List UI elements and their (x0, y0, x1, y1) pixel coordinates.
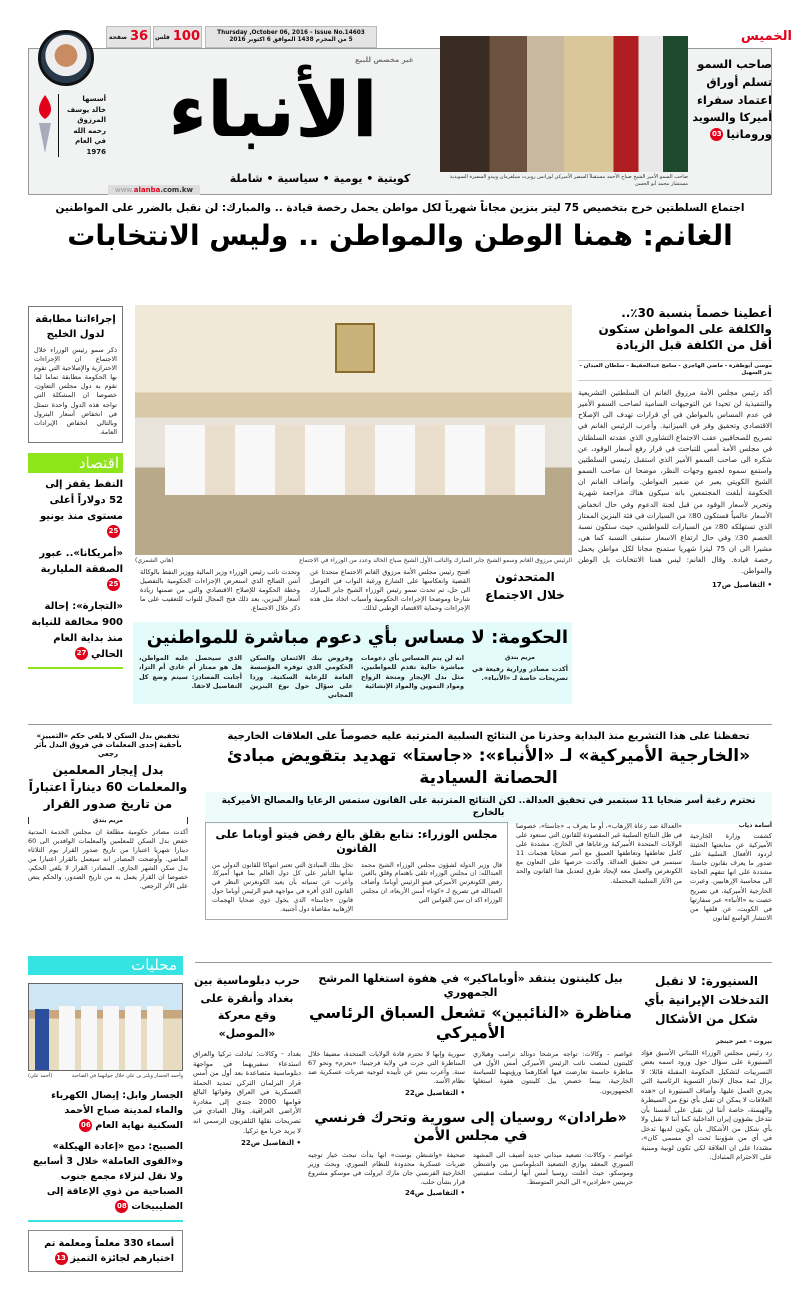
under-photo-col: وتحدث نائب رئيس الوزراء وزير المالية ووزير النفط بالوكالة أنس الصالح الذي استعرض الإجراءات الحكومية بالتفصيل وخطة الحكومة للإصلاح الاقتصادي والتي من ضمنها زيادة أسعار البنزين، بعد ذلك فتح المجال للنواب للتعقيب على ما ذكر خلال الاجتماع. (140, 568, 300, 613)
cabinet-headline: مجلس الوزراء: نتابع بقلق بالغ رفض فيتو أوباما على القانون (215, 828, 498, 856)
us-election-col: سورية وإنها لا تحترم قادة الولايات المتحدة، مضيفا خلال المناظرة التي جرت في ولاية فرجينيا: «بحزم» ونحو 67 سنة. وأعرب بنس عن تأييده لتوجيه ضربات عسكرية ضد نظام الأسد. • التفاصيل ص22 (308, 1050, 465, 1097)
cabinet-box (205, 822, 508, 920)
page-badge: 13 (55, 1252, 68, 1265)
allowance-headline: بدل إيجار المعلمين والمعلمات 60 ديناراً اعتباراً من تاريخ صدور القرار (28, 763, 188, 811)
jasta-heading (205, 730, 772, 824)
allowance-kicker: تخفيض بدل السكن لا يلغي حكم «التمييز» بأحقية إحدى المعلمات في فروق البدل بأثر رجعي (34, 732, 182, 759)
lead-subheadline: أعطينا خصماً بنسبة 30٪.. والكلفة على المواطن ستكون أقل من الكلفة قبل الزيادة (598, 306, 772, 353)
day-box (700, 26, 800, 48)
teachers-award-text: أسماء 330 معلماً ومعلمة تم اختيارهم لجائزة التميز (44, 1237, 174, 1264)
allowance-body: أكدت مصادر حكومية مطلعة ان مجلس الخدمة المدنية خفض بدل السكن للمعلمين والمعلمات الوافدين الى 60 دينارا شهريا اعتبارا من تاريخ صدور القرار يوم الثلاثاء الماضي. وأوضحت المصادر انه سيعمل بالقرار اعتبارا من بدل سكن الشهر الجاري. المصادر: القرار لا يلغي الحكم، خصوصا ان القرار يعمل به من تاريخ الصدور، والحكم ينص على الأثر الرجعي. (28, 827, 188, 891)
top-story-line: تسلم أوراق (706, 74, 772, 89)
photo-credit: (هاني الشمري) (135, 557, 174, 564)
us-election-headline: مناظرة «النائبين» تشعل السباق الرئاسي الأميركي (309, 1002, 632, 1043)
founder-line: أسسها (82, 95, 106, 103)
page-badge: 03 (710, 128, 723, 141)
page-badge: 25 (107, 525, 120, 538)
economy-label: اقتصاد (78, 453, 119, 472)
lead-body: أكد رئيس مجلس الأمة مرزوق الغانم ان السلطتين التشريعية والتنفيذية لن تحيدا عن التوجيهات السامية لصاحب السمو الأمير في عدم المساس بالمواطن في أي قرارات تهدف الى الإصلاح الاقتصادي وتحقيق وفر في الميزانية. وأعرب الرئيس الغانم في تصريح للصحافيين عقب الاجتماع التشاوري الذي عقدته السلطتان في مجلس الأمة أمس للتباحث في قرار رفع أسعار الوقود، عن شكره الى صاحب السمو الأمير الذي استقبل رئيسي السلطتين واستمع سموه لجميع وجهات النظر، موضحا ان صاحب السمو الشيخ الكويتي يعبر عن ضمير المواطن. وأضاف الغانم ان الحكومة أبلغت المجتمعين بانه سيكون هناك مراجعة شهرية وتحرير لأسعار الوقود من قبل لجنة الدعوم وفي حال انخفاض الأسعار عالمياً فستكون 80٪ من السيارات في فئة البنزين الممتاز الذي تستهلكه 80٪ من السيارات للمواطنين، حيث ستكون نسبة الخصم 30٪ وفي حال ارتفاع الاسعار ستبقى النسبة كما هي، مشيرا الى ان 75 ليترا شهريا ستمنح مجانا لكل مواطن يحمل رخصة قيادة. وقال الغانم: ليس همنا الانتخابات بل الوطن والمواطن. (578, 387, 772, 576)
section-divider (195, 962, 772, 963)
allowance-byline: مريم بندق (28, 817, 188, 824)
item-text: «التجارة»: إحالة 900 مخالفة للنيابة منذ بداية العام الحالي (31, 600, 123, 660)
url-prefix: www. (114, 186, 134, 194)
lead-story: أعطينا خصماً بنسبة 30٪.. والكلفة على المواطن ستكون أقل من الكلفة قبل الزيادة موسى أبوطفرة - ماضي الهاجري - سامح عبدالحفيظ - سلطان العبدان - بدر السهيل أكد رئيس مجلس الأمة مرزوق الغانم ان السلطتين التشريعية والتنفيذية لن تحيدا عن التوجيهات السامية لصاحب السمو الأمير في عدم المساس بالمواطن في أي قرارات تهدف الى الإصلاح الاقتصادي وتحقيق وفر في الميزانية. وأعرب الرئيس الغانم في تصريح للصحافيين عقب الاجتماع التشاوري الذي عقدته السلطتان في مجلس الأمة أمس للتباحث في قرار رفع أسعار الوقود، عن شكره الى صاحب السمو الأمير الذي استقبل رئيسي السلطتين واستمع سموه لجميع وجهات النظر، موضحا ان صاحب السمو الشيخ الكويتي يعبر عن ضمير المواطن. وأضاف الغانم ان الحكومة أبلغت المجتمعين بانه سيكون هناك مراجعة شهرية وتحرير لأسعار الوقود من قبل لجنة الدعوم وفي حال انخفاض الأسعار عالمياً فستكون 80٪ من السيارات في فئة البنزين الممتاز الذي تستهلكه 80٪ من السيارات للمواطنين، حيث ستكون نسبة الخصم 30٪ وفي حال ارتفاع الاسعار ستبقى النسبة كما هي، مشيرا الى ان 75 ليترا شهريا ستمنح مجانا لكل مواطن يحمل رخصة قيادة. وقال الغانم: ليس همنا الانتخابات بل الوطن والمواطن. • التفاصيل ص17 (578, 306, 772, 589)
gov-col: الذي سيحصل عليه المواطن، هل هو ممتاز أم عادي أم الترا، أجابت المصادر: سيتم وضع كل التفاصيل لاحقا. (139, 654, 242, 690)
local-list (28, 1088, 183, 1272)
cabinet-col: قال وزير الدولة لشؤون مجلس الوزراء الشيخ محمد العبدالله: ان مجلس الوزراء تلقى باهتمام وقلق بالغين رفض الكونغرس الأميركي فيتو الرئيس أوباما. وأضاف العبدالله في تصريح لـ «كونا» أمس الأربعاء، ان مجلس الوزراء اكد ان سن القوانين التي (361, 861, 502, 904)
iraq-body: بغداد - وكالات: تبادلت تركيا والعراق استدعاء سفيريهما في مواجهة دبلوماسية متصاعدة بعد أول من أمس قرار البرلمان التركي تمديد الحملة العسكرية في العراق وقواتها البالغ قوامها 2000 جندي إلى مغادرة الأراضي العراقية. وقال العبادي في تصريحات نقلها التلفزيون الرسمي انه لا يريد حربا مع تركيا. (193, 1050, 302, 1135)
economy-bottom-rule (28, 667, 123, 669)
date-en: Thursday ,October 06, 2016 - Issue No.14603 (217, 29, 365, 36)
jasta-body: كشفت وزارة الخارجية الأميركية عن متابعتها الحثيثة لردود الأفعال السلبية على صدور ما يعرف بقانون جاستا، مشددة على انها تتفهم الحاجة الى محاسبة الإرهابيين. وعبرت الخارجية الأميركية، في تصريح خصت به «الأنباء» عبر سفارتها في الكويت، عن قلقها من الانتشار الواسع لقانون (690, 832, 772, 922)
caption-text: الرئيس مرزوق الغانم وسمو الشيخ جابر المبارك والنائب الأول الشيخ صباح الخالد وعدد من الوزراء في الاجتماع (299, 557, 572, 564)
syria-body: صحيفة «واشنطن بوست» انها بدأت تبحث خيار توجيه ضربات عسكرية محدودة للنظام السوري. وبحث وزير الخارجية الفرنسي جان مارك ايرولت في موسكو مشروع قرار بشأن حلب. (308, 1150, 465, 1187)
price-box (153, 26, 202, 48)
gulf-box-headline: إجراءاتنا مطابقة لدول الخليج (35, 314, 116, 340)
gulf-box-body: ذكر سمو رئيس الوزراء خلال الاجتماع ان الإجراءات الاحترازية والإصلاحية التي تقوم بها الحكومة مطابقة تماما لما تقوم به دول مجلس التعاون، خصوصا ان المشكلة التي تواجه هذه الدول واحدة تتمثل في انخفاض أسعار البترول وبالتالي انخفاض الإيرادات العامة. (34, 346, 117, 436)
gulf-box (28, 306, 123, 443)
economy-item[interactable] (28, 599, 123, 663)
meeting-photo-caption (135, 557, 572, 564)
item-text: النفط يقفز إلى 52 دولاراً أعلى مستوى منذ يونيو (39, 478, 123, 522)
gov-col: أكدت مصادر وزارية رفيعة في تصريحات خاصة لـ «الأنباء». (472, 665, 568, 683)
photo-credit: (أحمد علي) (28, 1073, 53, 1079)
page-badge: 25 (107, 578, 120, 591)
section-divider (28, 724, 772, 725)
continued-link[interactable]: التفاصيل ص22 (241, 1139, 295, 1148)
top-story-line: ورومانيا (726, 127, 772, 142)
pages-box (106, 26, 151, 48)
syria-col: صحيفة «واشنطن بوست» انها بدأت تبحث خيار توجيه ضربات عسكرية محدودة للنظام السوري. وبحث وزير الخارجية الفرنسي جان مارك ايرولت في موسكو مشروع قرار بشأن حلب. • التفاصيل ص24 (308, 1150, 465, 1198)
economy-section-band (28, 453, 123, 473)
us-election-col: عواصم - وكالات: تواجه مرشحا دونالد ترامب وهيلاري كلينتون لمنصب نائب الرئيس الأميركي أمس الأول في مناظرة حاسمة تعارضت فيها أفكارهما ورؤيتهما للسياسة الخارجية، بينما خصص بيل كلينتون هفوة استغلها الجمهوريون. (473, 1050, 633, 1095)
syria-col: عواصم - وكالات: تصعيد ميداني جديد أضيف الى المشهد السوري المعقد يوازي التصعيد الدبلوماسي بين واشنطن وموسكو، حيث أعلنت روسيا أمس أنها أرسلت سفينتين حربيتين «طرادين» الى البحر المتوسط. (473, 1150, 633, 1187)
gov-col: وقروض بنك الائتمان والسكن الحكومي الذي توفره المؤسسة العامة للرعاية السكنية. وردا على سؤال حول نوع البنزين المجاني (250, 654, 353, 699)
item-text: الجسار وابل: إيصال الكهرباء والماء لمدينة صباح الأحمد السكنية نهاية العام (51, 1090, 183, 1132)
jasta-col: «العدالة ضد رعاة الإرهاب»، أو ما يعرف بـ «جاستا»، خصوصا في ظل النتائج السلبية غير المقصودة للقانون التي ستعود على الولايات المتحدة الأميركية ورعاياها في الخارج، مشددة على كامل تعاطفها وتعاطفها العميق مع أسر ضحايا هجمات 11 سبتمبر في تحقيق العدالة. وأكدت حرصها على التعاون مع الكونغرس والعمل معه لإيجاد طرق لتعديل هذا القانون والحد من الآثار السلبية المحتملة. (516, 822, 682, 885)
jasta-col (690, 822, 772, 923)
under-photo-col: افتتح رئيس مجلس الأمة مرزوق الغانم الاجتماع متحدثا عن القضية وانعكاسها على الشارع ورغبة النواب في التوصل الى حل، ثم تحدث سمو رئيس الوزراء الشيخ جابر المبارك شارحا وموضحا الإجراءات الحكومية وأسباب اتخاذ مثل هذه الإجراءات وحماية الاقتصاد الوطني لذلك. (310, 568, 470, 613)
jasta-subhead: نحترم رغبة أسر ضحايا 11 سبتمبر في تحقيق العدالة.. لكن النتائج المترتبة على القانون ستمس الرعايا والمصالح الأميركية بالخارج (205, 792, 772, 823)
torch-icon (36, 95, 54, 155)
gov-col: انه لن يتم المساس بأي دعومات مباشرة حالية تقدم للمواطنين، مثل بدل الإيجار ومنحة الزواج ومواد التموين والمواد الإنشائية (361, 654, 464, 690)
lead-byline: موسى أبوطفرة - ماضي الهاجري - سامح عبدالحفيظ - سلطان العبدان - بدر السهيل (578, 360, 772, 381)
continued-link[interactable]: التفاصيل ص22 (405, 1088, 459, 1097)
page-badge: 27 (75, 647, 88, 660)
economy-list (28, 477, 123, 663)
founder-note (58, 94, 106, 157)
local-bottom-rule (28, 1220, 183, 1222)
date-box (205, 26, 377, 48)
top-photo-caption: صاحب السمو الأمير الشيخ صباح الأحمد مستقبلاً السفير الأميركي لورانس روبرت سيلفرمان وبيدو السفيرة السويدية مستشار محمد أبو الحسن (449, 174, 688, 187)
world-stories (308, 972, 633, 1197)
gov-byline: مريم بندق (504, 654, 536, 662)
top-story-line: اعتماد سفراء (697, 92, 772, 107)
pages-value: 36 (130, 28, 149, 44)
cabinet-col: تخل بتلك المبادئ التي تعتبر انتهاكا للقانون الدولي من شأنها التأثير على كل دول العالم بما فيها أميركا، وأعرب عن تمنياته بأن يعيد الكونغرس النظر في القانون الذي أقره في مواجهة فيتو الرئيس أوباما حول قانون «جاستا» الذي يخول ذوي ضحايا الهجمات الإرهابية مقاضاة دول أجنبية. (212, 861, 353, 913)
jasta-kicker: تحفظنا على هذا التشريع منذ البداية وحذرنا من النتائج السلبية المترتبة عليه خصوصاً على العلاقات الخارجية (227, 731, 750, 742)
local-photo (28, 983, 183, 1071)
local-item[interactable] (28, 1139, 183, 1215)
left-column-top (28, 306, 123, 669)
iraq-story: حرب دبلوماسية بين بغداد وأنقرة على وقع معركة «الموصل» بغداد - وكالات: تبادلت تركيا والعراق استدعاء سفيريهما في مواجهة دبلوماسية متصاعدة بعد أول من أمس قرار البرلمان التركي تمديد الحملة العسكرية في العراق وقواتها البالغ قوامها 2000 جندي إلى مغادرة الأراضي العراقية. وقال العبادي في تصريحات نقلها التلفزيون الرسمي انه لا يريد حربا مع تركيا. • التفاصيل ص22 (193, 974, 302, 1148)
founder-line: في العام (75, 137, 106, 145)
founder-line: خالد يوسف (66, 105, 106, 114)
lead-headline: الغانم: همنا الوطن والمواطن .. وليس الانتخابات (67, 218, 733, 252)
item-text: «أمريكانا».. عبور الصفقة المليارية (39, 547, 123, 575)
jasta-byline: أسامة دياب (738, 822, 772, 829)
syria-headline: «طرادان» روسيان إلى سورية وتحرك فرنسي في مجلس الأمن (314, 1109, 627, 1144)
local-photo-caption (28, 1073, 183, 1079)
date-ar: 5 من المحرم 1438 الموافق 6 اكتوبر 2016 (229, 36, 353, 43)
website-link[interactable] (108, 185, 200, 195)
local-item[interactable] (28, 1088, 183, 1134)
page-badge: 06 (79, 1119, 92, 1132)
continued-link[interactable]: التفاصيل ص24 (405, 1189, 459, 1198)
pages-unit: صفحة (108, 33, 127, 41)
founder-line: 1976 (86, 147, 106, 156)
government-band (133, 622, 572, 704)
economy-item[interactable] (28, 477, 123, 541)
newspaper-logo: الأنباء (168, 65, 378, 154)
price-unit: فلس (155, 33, 170, 41)
founder-portrait (38, 30, 94, 86)
economy-item[interactable] (28, 546, 123, 594)
top-story-teaser[interactable] (690, 56, 772, 144)
url-brand: alanba (133, 186, 161, 194)
item-text: الصبيح: دمج «إعادة الهيكلة» و«القوى العاملة» خلال 3 أسابيع ولا نقل لنزلاء مجمع جنوب الصباحية من ذوي الإعاقة إلى الصليبيخات (32, 1140, 183, 1213)
iraq-headline: حرب دبلوماسية بين بغداد وأنقرة على وقع معركة «الموصل» (193, 974, 301, 1040)
top-story-line: صاحب السمو (697, 57, 772, 71)
lead-kicker: اجتماع السلطتين خرج بتخصيص 75 ليتر بنزين مجاناً شهرياً لكل مواطن يحمل رخصة قيادة .. والمبارك: لن نقبل بالضرر على المواطنين (55, 202, 745, 214)
government-headline: الحكومة: لا مساس بأي دعوم مباشرة للمواطنين (146, 627, 568, 648)
local-label: محليات (131, 956, 177, 974)
founder-line: رحمه الله (73, 126, 106, 135)
continued-link[interactable]: التفاصيل ص17 (712, 580, 766, 589)
us-election-body: سورية وإنها لا تحترم قادة الولايات المتحدة، مضيفا خلال المناظرة التي جرت في ولاية فرجينيا: «بحزم» ونحو 67 سنة. وأعرب بنس عن تأييده لتوجيه ضربات عسكرية ضد نظام الأسد. (308, 1050, 465, 1086)
url-suffix: .com.kw (160, 186, 194, 194)
page-badge: 08 (115, 1200, 128, 1213)
speakers-title: المتحدثون خلال الاجتماع (485, 570, 565, 602)
founder-line: المرزوق (77, 116, 106, 124)
caption-text: وأحمد الجسار ويلتر بن علي خلال جولتهما في الضاحية (71, 1073, 183, 1079)
day-label: الخميس (740, 28, 792, 44)
local-section-band (28, 956, 183, 975)
top-story-line: أميركا والسويد (692, 111, 772, 125)
lead-heading (20, 202, 780, 254)
saniora-body: رد رئيس مجلس الوزراء اللبناني الأسبق فؤاد السنيورة على سؤال حول ورود اسمه بعض التسريبات لتشكيل الحكومة المقبلة قائلا: لا يزال ثمة مجال لإنجاز التسوية الرئاسية التي يجري العمل عليها. وأضاف السنيورة ان «هذه العلاقات لا يمكن ان تقبل بأي نوع من السيطرة والهيمنة، خاصة أننا لن نقبل على أنفسنا بأن نتدخل بشؤون إيران الداخلية كما أننا لا نقبل ولا بأي شكل من الأشكال بأن يكون لديها تدخل في أي من شؤوننا تحت أي مسمى كان»، مشددا على ان العلاقة لكي تكون لوبية ومبنية على الاحترام المتبادل. (641, 1048, 772, 1162)
not-for-sale: غير مخصص للبيع (355, 56, 414, 64)
saniora-headline: السنيورة: لا نقبل التدخلات الإيرانية بأي شكل من الأشكال (644, 974, 769, 1027)
saniora-byline: بيروت - عمر حبنجر (715, 1037, 772, 1045)
us-election-kicker: بيل كلينتون ينتقد «أوباماكير» في هفوة استغلها المرشح الجمهوري (318, 972, 623, 1000)
tagline: كويتية • يومية • سياسية • شاملة (229, 172, 411, 185)
price-value: 100 (172, 28, 200, 44)
teachers-award-box[interactable] (28, 1230, 183, 1272)
meeting-photo (135, 305, 572, 555)
top-photo-emir (440, 36, 688, 172)
jasta-headline: «الخارجية الأميركية» لـ «الأنباء»: «جاستا» تهديد بتقويض مبادئ الحصانة السيادية (226, 746, 751, 789)
allowance-story (28, 732, 188, 891)
saniora-story (641, 972, 772, 1163)
